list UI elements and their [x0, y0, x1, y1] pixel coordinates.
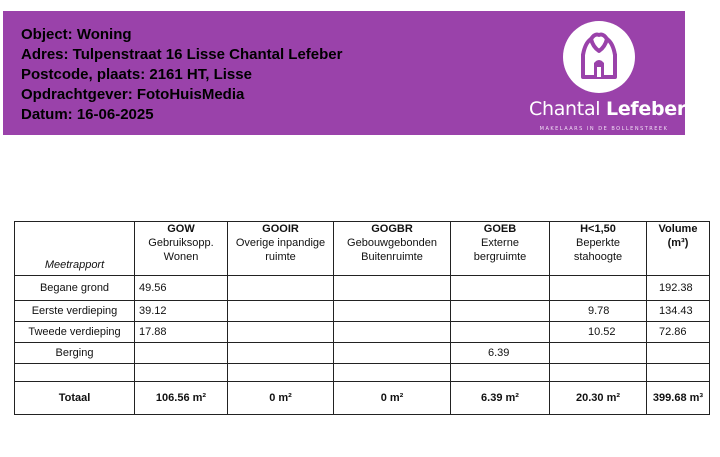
column-code: GOGBR [371, 223, 413, 235]
table-cell [334, 343, 451, 364]
column-code: GOW [167, 223, 195, 235]
corner-cell [15, 222, 135, 276]
table-cell: 72.86 [647, 322, 710, 343]
total-cell: 0 m² [228, 382, 334, 415]
column-header [647, 222, 710, 276]
table-cell [550, 343, 647, 364]
table-cell: 39.12 [135, 301, 228, 322]
table-cell: 10.52 [550, 322, 647, 343]
logo-name-regular: Chantal [529, 98, 607, 120]
tulip-house-icon [563, 21, 635, 93]
total-cell: 20.30 m² [550, 382, 647, 415]
column-desc: (m³) [667, 237, 689, 249]
table-header-row [15, 222, 710, 276]
table-cell [451, 301, 550, 322]
column-desc: Externe [481, 237, 519, 249]
total-cell: 6.39 m² [451, 382, 550, 415]
logo-name-bold: Lefeber [606, 98, 686, 120]
total-cell: 106.56 m² [135, 382, 228, 415]
table-row [15, 301, 710, 322]
row-label: Eerste verdieping [15, 301, 135, 322]
table-cell [228, 276, 334, 301]
total-label: Totaal [15, 382, 135, 415]
column-desc: Beperkte [575, 237, 621, 249]
table-row [15, 343, 710, 364]
column-desc: Buitenruimte [361, 251, 423, 263]
date-line: Datum: 16-06-2025 [21, 106, 154, 123]
report-header [3, 11, 685, 135]
table-cell: 9.78 [550, 301, 647, 322]
table-cell [228, 301, 334, 322]
client-line: Opdrachtgever: FotoHuisMedia [21, 86, 245, 103]
column-desc: bergruimte [473, 251, 527, 263]
table-cell [135, 343, 228, 364]
table-cell [647, 343, 710, 364]
column-desc: Gebruiksopp. [148, 237, 214, 249]
column-desc: Wonen [163, 251, 199, 263]
column-header [451, 222, 550, 276]
column-header [135, 222, 228, 276]
table-row [15, 322, 710, 343]
corner-label: Meetrapport [44, 259, 105, 271]
table-cell: 49.56 [135, 276, 228, 301]
company-logo [529, 19, 686, 135]
total-row [15, 382, 710, 415]
logo-tagline: MAKELAARS IN DE BOLLENSTREEK [539, 126, 669, 132]
column-code: GOOIR [262, 223, 299, 235]
column-header [550, 222, 647, 276]
table-cell: 134.43 [647, 301, 710, 322]
total-cell: 399.68 m³ [647, 382, 710, 415]
table-row [15, 276, 710, 301]
measurement-table [14, 221, 710, 415]
table-cell [334, 322, 451, 343]
row-label: Begane grond [15, 276, 135, 301]
total-cell: 0 m² [334, 382, 451, 415]
address-line: Adres: Tulpenstraat 16 Lisse Chantal Lefeber [21, 46, 343, 63]
column-desc: Overige inpandige [235, 237, 326, 249]
table-cell: 6.39 [451, 343, 550, 364]
row-label: Tweede verdieping [15, 322, 135, 343]
table-cell [228, 322, 334, 343]
table-cell: 17.88 [135, 322, 228, 343]
object-line: Object: Woning [21, 26, 132, 43]
table-cell [334, 301, 451, 322]
column-code: H<1,50 [580, 223, 616, 235]
table-cell [451, 276, 550, 301]
empty-row [15, 364, 710, 382]
column-code: Volume [658, 223, 698, 235]
column-code: GOEB [483, 223, 517, 235]
column-desc: Gebouwgebonden [347, 237, 437, 249]
table-cell [228, 343, 334, 364]
column-header [334, 222, 451, 276]
header-info [21, 25, 342, 125]
postcode-line: Postcode, plaats: 2161 HT, Lisse [21, 66, 252, 83]
logo-wordmark [529, 98, 686, 120]
row-label: Berging [15, 343, 135, 364]
column-desc: ruimte [265, 251, 296, 263]
column-desc: stahoogte [573, 251, 623, 263]
table-cell [334, 276, 451, 301]
table-cell: 192.38 [647, 276, 710, 301]
table-cell [550, 276, 647, 301]
column-header [228, 222, 334, 276]
table-cell [451, 322, 550, 343]
